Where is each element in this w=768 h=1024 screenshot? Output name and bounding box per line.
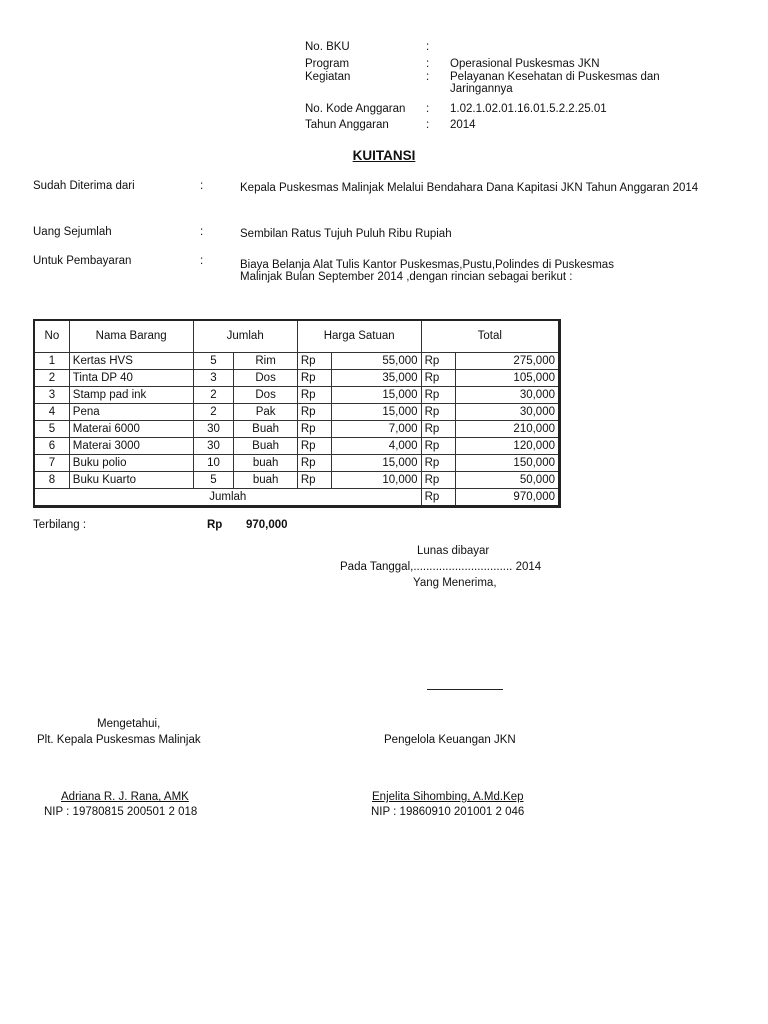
row-total-currency: Rp xyxy=(421,404,455,421)
row-unit-price: 55,000 xyxy=(332,353,421,370)
terbilang-currency: Rp xyxy=(207,519,223,531)
amount-words-label: Uang Sejumlah xyxy=(33,226,112,238)
row-qty: 5 xyxy=(193,353,234,370)
table-row xyxy=(34,353,560,370)
header-colon: : xyxy=(426,103,430,115)
row-price-currency: Rp xyxy=(297,472,331,489)
row-unit-price: 15,000 xyxy=(332,404,421,421)
row-unit-price: 10,000 xyxy=(332,472,421,489)
received-from-value: Kepala Puskesmas Malinjak Melalui Bendahara Dana Kapitasi JKN Tahun Anggaran 2014 xyxy=(240,182,699,194)
header-colon: : xyxy=(426,119,430,131)
row-no: 8 xyxy=(34,472,69,489)
amount-words-value: Sembilan Ratus Tujuh Puluh Ribu Rupiah xyxy=(240,228,452,240)
row-total-currency: Rp xyxy=(421,370,455,387)
terbilang-label: Terbilang : xyxy=(33,519,87,531)
row-total: 30,000 xyxy=(455,387,559,404)
row-price-currency: Rp xyxy=(297,387,331,404)
header-colon: : xyxy=(426,58,430,70)
row-price-currency: Rp xyxy=(297,438,331,455)
row-total: 50,000 xyxy=(455,472,559,489)
col-header-name: Nama Barang xyxy=(69,320,193,353)
row-qty: 2 xyxy=(193,387,234,404)
payment-for-line1: Biaya Belanja Alat Tulis Kantor Puskesmas,Pustu,Polindes di Puskesmas xyxy=(240,259,614,271)
row-unit-price: 15,000 xyxy=(332,387,421,404)
row-price-currency: Rp xyxy=(297,404,331,421)
row-total-currency: Rp xyxy=(421,387,455,404)
row-unit-price: 15,000 xyxy=(332,455,421,472)
table-row xyxy=(34,370,560,387)
finance-manager-title: Pengelola Keuangan JKN xyxy=(384,734,516,746)
finance-manager-nip: NIP : 19860910 201001 2 046 xyxy=(371,806,525,818)
payment-for-value xyxy=(240,259,614,283)
row-unit-price: 4,000 xyxy=(332,438,421,455)
table-row xyxy=(34,472,560,489)
payment-for-colon: : xyxy=(200,255,204,267)
row-no: 2 xyxy=(34,370,69,387)
items-table xyxy=(33,319,561,508)
row-price-currency: Rp xyxy=(297,455,331,472)
header-label-kode: No. Kode Anggaran xyxy=(305,103,406,115)
row-total: 275,000 xyxy=(455,353,559,370)
row-no: 6 xyxy=(34,438,69,455)
row-unit: buah xyxy=(234,472,297,489)
row-qty: 30 xyxy=(193,438,234,455)
row-item-name: Buku Kuarto xyxy=(69,472,193,489)
row-no: 7 xyxy=(34,455,69,472)
header-value-kode: 1.02.1.02.01.16.01.5.2.2.25.01 xyxy=(450,103,607,115)
table-sum-row xyxy=(34,489,560,507)
col-header-no: No xyxy=(34,320,69,353)
row-item-name: Pena xyxy=(69,404,193,421)
row-item-name: Materai 3000 xyxy=(69,438,193,455)
header-value-tahun: 2014 xyxy=(450,119,476,131)
row-no: 5 xyxy=(34,421,69,438)
paid-date: Pada Tanggal,............................... 2014 xyxy=(340,561,542,573)
row-total-currency: Rp xyxy=(421,472,455,489)
row-total-currency: Rp xyxy=(421,421,455,438)
sum-total: 970,000 xyxy=(455,489,559,507)
table-header-row xyxy=(34,320,560,353)
row-price-currency: Rp xyxy=(297,370,331,387)
sum-label: Jumlah xyxy=(34,489,421,507)
row-qty: 30 xyxy=(193,421,234,438)
document-title: KUITANSI xyxy=(352,148,416,163)
row-price-currency: Rp xyxy=(297,353,331,370)
row-no: 4 xyxy=(34,404,69,421)
row-qty: 3 xyxy=(193,370,234,387)
row-total: 150,000 xyxy=(455,455,559,472)
terbilang-value: 970,000 xyxy=(246,519,288,531)
received-from-colon: : xyxy=(200,180,204,192)
header-value-kegiatan-cont: Jaringannya xyxy=(450,83,513,95)
row-unit-price: 7,000 xyxy=(332,421,421,438)
col-header-qty: Jumlah xyxy=(193,320,297,353)
sum-currency: Rp xyxy=(421,489,455,507)
row-item-name: Kertas HVS xyxy=(69,353,193,370)
table-row xyxy=(34,404,560,421)
header-value-program: Operasional Puskesmas JKN xyxy=(450,58,600,70)
row-total: 30,000 xyxy=(455,404,559,421)
header-colon: : xyxy=(426,71,430,83)
row-item-name: Materai 6000 xyxy=(69,421,193,438)
row-item-name: Buku polio xyxy=(69,455,193,472)
row-qty: 2 xyxy=(193,404,234,421)
col-header-price: Harga Satuan xyxy=(297,320,421,353)
row-no: 3 xyxy=(34,387,69,404)
row-unit: Buah xyxy=(234,438,297,455)
received-from-label: Sudah Diterima dari xyxy=(33,180,135,192)
row-item-name: Stamp pad ink xyxy=(69,387,193,404)
table-row xyxy=(34,438,560,455)
header-label-kegiatan: Kegiatan xyxy=(305,71,351,83)
table-row xyxy=(34,387,560,404)
row-unit: Dos xyxy=(234,370,297,387)
col-header-total: Total xyxy=(421,320,559,353)
header-colon: : xyxy=(426,41,430,53)
table-row xyxy=(34,455,560,472)
row-unit: Buah xyxy=(234,421,297,438)
approver-label: Mengetahui, xyxy=(97,718,161,730)
row-total-currency: Rp xyxy=(421,455,455,472)
payment-for-label: Untuk Pembayaran xyxy=(33,255,132,267)
row-price-currency: Rp xyxy=(297,421,331,438)
row-total: 105,000 xyxy=(455,370,559,387)
paid-note: Lunas dibayar xyxy=(417,545,490,557)
header-label-bku: No. BKU xyxy=(305,41,350,53)
row-unit: Rim xyxy=(234,353,297,370)
finance-manager-name: Enjelita Sihombing, A.Md.Kep xyxy=(372,791,524,803)
row-item-name: Tinta DP 40 xyxy=(69,370,193,387)
approver-name: Adriana R. J. Rana, AMK xyxy=(61,791,189,803)
row-total: 210,000 xyxy=(455,421,559,438)
receiver-label: Yang Menerima, xyxy=(413,577,497,589)
approver-nip: NIP : 19780815 200501 2 018 xyxy=(44,806,198,818)
approver-title: Plt. Kepala Puskesmas Malinjak xyxy=(37,734,201,746)
header-label-tahun: Tahun Anggaran xyxy=(305,119,389,131)
row-no: 1 xyxy=(34,353,69,370)
row-unit: Pak xyxy=(234,404,297,421)
row-qty: 5 xyxy=(193,472,234,489)
table-row xyxy=(34,421,560,438)
row-total-currency: Rp xyxy=(421,438,455,455)
row-total: 120,000 xyxy=(455,438,559,455)
header-label-program: Program xyxy=(305,58,350,70)
payment-for-line2: Malinjak Bulan September 2014 ,dengan rincian sebagai berikut : xyxy=(240,271,573,283)
header-value-kegiatan: Pelayanan Kesehatan di Puskesmas dan xyxy=(450,71,660,83)
amount-words-colon: : xyxy=(200,226,204,238)
row-unit-price: 35,000 xyxy=(332,370,421,387)
row-qty: 10 xyxy=(193,455,234,472)
row-unit: Dos xyxy=(234,387,297,404)
row-total-currency: Rp xyxy=(421,353,455,370)
row-unit: buah xyxy=(234,455,297,472)
receiver-signature-line xyxy=(427,689,503,690)
